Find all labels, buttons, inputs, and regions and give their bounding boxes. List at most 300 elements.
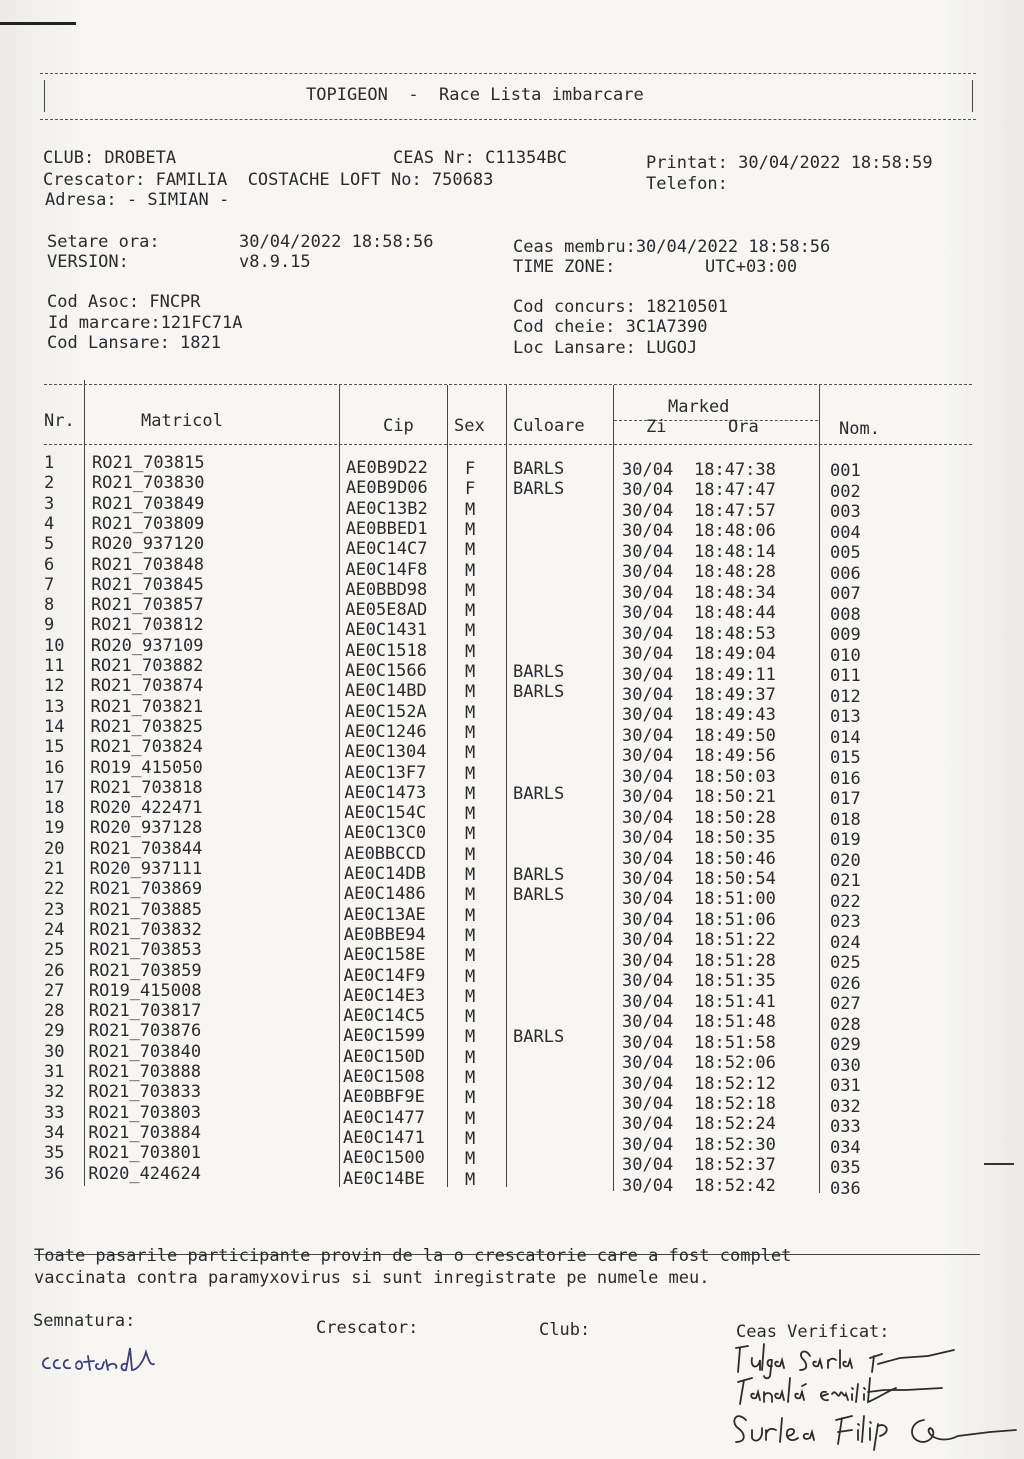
cell-sex: M — [465, 682, 476, 703]
cell-sex: M — [465, 1007, 476, 1028]
cell-ora: 18:50:35 — [694, 828, 776, 849]
cell-matricol: RO21_703882 — [90, 656, 204, 676]
cell-nom: 023 — [830, 912, 861, 932]
cell-matricol: RO20_424624 — [88, 1163, 201, 1184]
cell-matricol: RO21_703876 — [88, 1021, 202, 1042]
cell-matricol: RO21_703874 — [90, 676, 204, 697]
cell-sex: M — [465, 966, 476, 987]
version-label: VERSION: — [47, 252, 129, 272]
cell-ora: 18:48:14 — [694, 541, 776, 562]
cell-cip: AE0C14BE — [343, 1168, 425, 1189]
cell-nr: 12 — [44, 676, 65, 697]
cell-cip: AE0BBF9E — [343, 1087, 425, 1108]
cell-nr: 28 — [44, 1001, 65, 1022]
cell-ora: 18:50:28 — [694, 807, 776, 828]
cell-matricol: RO21_703869 — [89, 879, 203, 900]
cell-cip: AE0C1500 — [343, 1148, 425, 1169]
cell-zi: 30/04 — [622, 1053, 674, 1074]
cell-nr: 1 — [44, 453, 55, 473]
vaccination-statement-line1: Toate pasarile participante provin de la o crescatorie care a fost complet — [34, 1246, 792, 1266]
cell-zi: 30/04 — [622, 746, 674, 767]
release-code: Cod Lansare: 1821 — [47, 333, 221, 353]
col-header-matricol: Matricol — [141, 411, 223, 431]
cell-zi: 30/04 — [622, 1073, 674, 1094]
cell-sex: M — [465, 702, 476, 723]
cell-nom: 001 — [830, 461, 861, 481]
cell-matricol: RO21_703812 — [91, 615, 204, 636]
cell-culoare: BARLS — [513, 662, 565, 682]
cell-zi: 30/04 — [622, 1032, 674, 1053]
col-header-culoare: Culoare — [513, 416, 585, 436]
cell-cip: AE0C158E — [343, 945, 426, 966]
cell-sex: M — [465, 986, 476, 1007]
cell-nom: 015 — [830, 748, 861, 768]
column-divider-nr — [84, 380, 85, 1186]
cell-sex: M — [465, 1149, 476, 1170]
cell-sex: M — [465, 499, 476, 520]
association-code: Cod Asoc: FNCPR — [47, 292, 201, 312]
cell-ora: 18:51:58 — [694, 1032, 776, 1053]
cell-sex: M — [465, 743, 476, 764]
cell-sex: M — [465, 621, 476, 642]
cell-sex: M — [465, 540, 476, 561]
printed-date: Printat: 30/04/2022 18:58:59 — [646, 153, 933, 173]
cell-nr: 35 — [44, 1143, 65, 1164]
cell-nom: 016 — [830, 768, 861, 789]
cell-cip: AE0C14DB — [344, 864, 426, 884]
breeder-label: Crescator: — [316, 1318, 419, 1338]
cell-nr: 19 — [44, 818, 65, 839]
cell-ora: 18:47:47 — [694, 480, 776, 501]
time-zone-label: TIME ZONE: — [513, 257, 616, 277]
cell-cip: AE0C13AE — [343, 904, 426, 925]
cell-culoare: BARLS — [513, 885, 565, 906]
cell-cip: AE0BBE94 — [343, 924, 426, 945]
cell-nom: 013 — [830, 707, 861, 727]
cell-cip: AE0B9D22 — [346, 458, 428, 478]
cell-nom: 017 — [830, 789, 861, 809]
cell-zi: 30/04 — [622, 848, 674, 869]
title-box-left-border — [44, 80, 45, 112]
cell-zi: 30/04 — [622, 541, 674, 562]
cell-nr: 5 — [44, 534, 55, 555]
cell-nr: 17 — [44, 777, 65, 798]
cell-culoare: BARLS — [513, 865, 565, 885]
cell-cip: AE0BBCCD — [344, 843, 426, 864]
cell-sex: M — [465, 946, 476, 967]
cell-zi: 30/04 — [622, 1093, 674, 1114]
cell-matricol: RO20_937111 — [89, 859, 203, 879]
cell-matricol: RO21_703801 — [88, 1143, 201, 1164]
cell-ora: 18:48:06 — [694, 521, 776, 542]
cell-culoare: BARLS — [513, 1027, 565, 1048]
cell-nom: 003 — [830, 502, 861, 522]
cell-nom: 034 — [830, 1137, 861, 1158]
cell-cip: AE0BBED1 — [345, 518, 428, 539]
address: Adresa: - SIMIAN - — [45, 190, 230, 210]
cell-zi: 30/04 — [622, 950, 674, 971]
cell-nom: 019 — [830, 830, 861, 850]
cell-nr: 7 — [44, 574, 55, 595]
cell-ora: 18:52:24 — [694, 1114, 776, 1135]
cell-ora: 18:49:11 — [694, 664, 776, 685]
cell-ora: 18:51:06 — [694, 909, 776, 930]
cell-cip: AE0C13F7 — [344, 762, 427, 783]
column-divider-marked — [819, 385, 820, 1193]
cell-nom: 026 — [830, 973, 861, 994]
member-clock: Ceas membru:30/04/2022 18:58:56 — [513, 237, 831, 257]
cell-nr: 10 — [44, 635, 65, 656]
cell-zi: 30/04 — [622, 971, 674, 992]
cell-cip: AE0C1599 — [343, 1026, 426, 1047]
cell-zi: 30/04 — [622, 684, 674, 705]
cell-cip: AE0BBD98 — [345, 579, 428, 600]
cell-zi: 30/04 — [622, 521, 674, 542]
cell-sex: M — [465, 1128, 476, 1149]
cell-matricol: RO21_703803 — [88, 1102, 201, 1123]
handwritten-names-signatures — [728, 1338, 1018, 1456]
page-title: TOPIGEON - Race Lista imbarcare — [306, 85, 644, 105]
cell-matricol: RO21_703884 — [88, 1122, 201, 1143]
cell-cip: AE0C1471 — [343, 1127, 425, 1148]
cell-sex: M — [465, 783, 476, 804]
cell-nom: 035 — [830, 1158, 861, 1178]
cell-zi: 30/04 — [622, 766, 674, 787]
cell-ora: 18:47:38 — [694, 460, 776, 480]
cell-zi: 30/04 — [622, 705, 674, 726]
cell-cip: AE0B9D06 — [345, 478, 428, 499]
top-edge-mark — [0, 22, 76, 25]
cell-nom: 018 — [830, 809, 861, 830]
cell-nr: 13 — [44, 696, 65, 717]
cell-sex: M — [465, 601, 476, 622]
cell-ora: 18:49:50 — [694, 725, 776, 746]
cell-nr: 36 — [44, 1163, 65, 1184]
cell-nom: 025 — [830, 953, 861, 973]
col-header-nom: Nom. — [839, 419, 880, 439]
club-signature-label: Club: — [539, 1320, 591, 1340]
cell-ora: 18:52:06 — [694, 1053, 776, 1074]
cell-zi: 30/04 — [622, 807, 674, 828]
cell-nom: 011 — [830, 666, 861, 686]
cell-nom: 027 — [830, 994, 861, 1014]
cell-nom: 032 — [830, 1096, 861, 1117]
cell-zi: 30/04 — [622, 828, 674, 849]
cell-zi: 30/04 — [622, 1114, 674, 1135]
cell-nr: 32 — [44, 1082, 65, 1103]
cell-nom: 007 — [830, 584, 861, 604]
ceas-nr: CEAS Nr: C11354BC — [393, 148, 567, 168]
handwritten-signature — [34, 1330, 174, 1380]
cell-nom: 020 — [830, 850, 861, 871]
cell-cip: AE0C14C5 — [343, 1006, 426, 1027]
cell-culoare: BARLS — [513, 459, 565, 479]
cell-cip: AE0C13B2 — [345, 498, 428, 519]
cell-nom: 004 — [830, 522, 861, 543]
cell-zi: 30/04 — [622, 480, 674, 501]
cell-nr: 29 — [44, 1021, 65, 1042]
cell-cip: AE0C1508 — [343, 1067, 425, 1087]
cell-sex: M — [465, 824, 476, 845]
vaccination-statement-line2: vaccinata contra paramyxovirus si sunt inregistrate pe numele meu. — [34, 1268, 710, 1288]
key-code: Cod cheie: 3C1A7390 — [513, 317, 708, 337]
cell-nr: 11 — [44, 656, 65, 676]
cell-zi: 30/04 — [622, 500, 674, 521]
cell-nom: 008 — [830, 604, 861, 625]
col-header-sex: Sex — [454, 416, 485, 436]
cell-cip: AE0C152A — [344, 701, 427, 722]
cell-ora: 18:48:53 — [694, 623, 776, 644]
cell-ora: 18:50:46 — [694, 848, 776, 869]
cell-cip: AE0C1566 — [345, 661, 427, 681]
cell-nr: 23 — [44, 899, 65, 920]
cell-nr: 26 — [44, 960, 65, 981]
cell-matricol: RO21_703857 — [91, 595, 204, 616]
cell-nom: 005 — [830, 543, 861, 563]
cell-zi: 30/04 — [622, 1012, 674, 1033]
breeder-info: Crescator: FAMILIA COSTACHE LOFT No: 750683 — [43, 170, 494, 190]
cell-culoare: BARLS — [513, 479, 565, 500]
cell-sex: M — [465, 905, 476, 926]
cell-nr: 14 — [44, 716, 65, 737]
cell-nr: 30 — [44, 1041, 65, 1062]
cell-ora: 18:49:56 — [694, 746, 776, 767]
cell-ora: 18:50:54 — [694, 869, 776, 889]
cell-matricol: RO21_703832 — [89, 919, 202, 940]
cell-nom: 021 — [830, 871, 861, 891]
cell-cip: AE0C1246 — [344, 721, 427, 742]
cell-nr: 33 — [44, 1102, 65, 1123]
cell-ora: 18:48:34 — [694, 582, 776, 603]
cell-ora: 18:49:43 — [694, 705, 776, 726]
cell-matricol: RO21_703833 — [88, 1082, 201, 1103]
cell-matricol: RO21_703821 — [90, 696, 204, 717]
cell-nr: 24 — [44, 919, 65, 940]
cell-nr: 21 — [44, 859, 65, 879]
cell-zi: 30/04 — [622, 562, 674, 583]
cell-zi: 30/04 — [622, 1175, 674, 1196]
col-header-cip: Cip — [383, 416, 414, 436]
cell-matricol: RO21_703848 — [91, 554, 204, 575]
cell-nr: 18 — [44, 798, 65, 819]
cell-nr: 6 — [44, 554, 55, 575]
cell-nom: 010 — [830, 645, 861, 666]
cell-nom: 002 — [830, 481, 861, 502]
cell-cip: AE0C14F9 — [343, 965, 426, 986]
cell-ora: 18:50:03 — [694, 766, 776, 787]
cell-nom: 033 — [830, 1117, 861, 1137]
cell-ora: 18:51:00 — [694, 889, 776, 910]
cell-sex: M — [465, 1169, 476, 1190]
cell-matricol: RO21_703815 — [92, 453, 205, 473]
col-header-zi: Zi — [646, 417, 667, 437]
cell-ora: 18:52:37 — [694, 1155, 776, 1176]
col-header-marked: Marked — [668, 397, 730, 417]
cell-sex: M — [465, 925, 476, 946]
cell-nom: 036 — [830, 1178, 861, 1199]
cell-zi: 30/04 — [622, 725, 674, 746]
cell-zi: 30/04 — [622, 582, 674, 603]
cell-matricol: RO21_703824 — [90, 737, 203, 758]
set-time-value: 30/04/2022 18:58:56 — [239, 232, 434, 252]
time-zone-value: UTC+03:00 — [705, 257, 798, 277]
phone-label: Telefon: — [646, 174, 728, 194]
cell-nom: 029 — [830, 1035, 861, 1055]
table-header-bottom-border — [44, 444, 972, 445]
cell-sex: M — [465, 560, 476, 581]
cell-nom: 024 — [830, 932, 861, 953]
cell-cip: AE0C14E3 — [343, 985, 426, 1006]
cell-ora: 18:48:28 — [694, 562, 776, 583]
cell-nom: 028 — [830, 1014, 861, 1035]
cell-nom: 006 — [830, 563, 861, 584]
cell-zi: 30/04 — [622, 603, 674, 624]
cell-ora: 18:52:30 — [694, 1134, 776, 1155]
cell-cip: AE0C14C7 — [345, 539, 428, 560]
version-value: v8.9.15 — [239, 252, 311, 272]
title-box-right-border — [972, 80, 973, 112]
col-header-ora: Ora — [728, 417, 759, 437]
cell-sex: M — [465, 519, 476, 540]
cell-matricol: RO20_422471 — [89, 798, 203, 819]
cell-nr: 3 — [44, 493, 55, 514]
cell-cip: AE0C14F8 — [345, 559, 428, 580]
cell-cip: AE0C1473 — [344, 782, 427, 803]
cell-sex: M — [465, 641, 476, 662]
cell-sex: M — [465, 865, 476, 885]
cell-ora: 18:47:57 — [694, 500, 776, 521]
right-edge-mark — [984, 1163, 1014, 1165]
cell-cip: AE0C1486 — [343, 884, 426, 905]
cell-ora: 18:51:35 — [694, 971, 776, 992]
release-location: Loc Lansare: LUGOJ — [513, 338, 698, 358]
cell-cip: AE05E8AD — [345, 600, 428, 621]
cell-cip: AE0C1477 — [343, 1107, 425, 1128]
signature-label: Semnatura: — [33, 1311, 136, 1331]
cell-zi: 30/04 — [622, 930, 674, 951]
cell-nr: 16 — [44, 757, 65, 778]
cell-ora: 18:51:22 — [694, 930, 776, 951]
cell-nr: 31 — [44, 1062, 65, 1082]
marked-subheader-divider — [614, 420, 818, 421]
cell-nom: 031 — [830, 1076, 861, 1096]
cell-culoare: BARLS — [513, 783, 565, 804]
cell-cip: AE0C1431 — [345, 620, 428, 641]
cell-matricol: RO21_703844 — [89, 838, 203, 859]
cell-sex: F — [465, 459, 476, 479]
cell-cip: AE0C1518 — [345, 640, 427, 661]
cell-sex: M — [465, 662, 476, 682]
cell-ora: 18:52:18 — [694, 1093, 776, 1114]
cell-matricol: RO19_415008 — [88, 980, 202, 1001]
cell-matricol: RO20_937120 — [91, 534, 205, 555]
table-header-top-border — [44, 384, 972, 385]
cell-matricol: RO21_703830 — [91, 473, 205, 494]
cell-matricol: RO21_703817 — [88, 1001, 202, 1022]
cell-nom: 014 — [830, 727, 861, 748]
cell-sex: M — [465, 885, 476, 906]
cell-nom: 009 — [830, 625, 861, 645]
title-box-bottom-border — [40, 119, 976, 120]
marking-id: Id marcare:121FC71A — [48, 313, 243, 333]
cell-nom: 012 — [830, 686, 861, 707]
cell-nr: 22 — [44, 879, 65, 900]
cell-sex: F — [465, 479, 476, 500]
cell-nom: 022 — [830, 891, 861, 912]
title-box-top-border — [40, 73, 976, 74]
cell-zi: 30/04 — [622, 644, 674, 665]
cell-nr: 27 — [44, 980, 65, 1001]
cell-matricol: RO20_937128 — [89, 818, 203, 839]
cell-sex: M — [465, 763, 476, 784]
cell-ora: 18:51:28 — [694, 950, 776, 971]
cell-zi: 30/04 — [622, 787, 674, 808]
cell-zi: 30/04 — [622, 909, 674, 930]
cell-matricol: RO21_703849 — [91, 493, 205, 514]
cell-matricol: RO20_937109 — [90, 635, 204, 656]
cell-matricol: RO21_703840 — [88, 1041, 202, 1062]
column-divider-matricol — [339, 385, 340, 1187]
cell-sex: M — [465, 580, 476, 601]
cell-zi: 30/04 — [622, 623, 674, 644]
cell-matricol: RO19_415050 — [90, 757, 203, 778]
cell-culoare: BARLS — [513, 682, 565, 703]
cell-ora: 18:50:21 — [694, 787, 776, 808]
cell-sex: M — [465, 1027, 476, 1048]
cell-matricol: RO21_703809 — [91, 513, 205, 534]
cell-sex: M — [465, 1068, 476, 1088]
cell-nr: 4 — [44, 513, 55, 534]
cell-sex: M — [465, 1108, 476, 1129]
cell-matricol: RO21_703845 — [91, 574, 204, 595]
cell-nr: 2 — [44, 473, 55, 494]
cell-nr: 8 — [44, 595, 55, 616]
cell-sex: M — [465, 722, 476, 743]
cell-zi: 30/04 — [622, 460, 674, 480]
cell-cip: AE0C1304 — [344, 742, 427, 763]
cell-zi: 30/04 — [622, 889, 674, 910]
cell-cip: AE0C150D — [343, 1046, 425, 1067]
cell-ora: 18:52:42 — [694, 1175, 776, 1196]
cell-matricol: RO21_703853 — [89, 940, 202, 961]
cell-zi: 30/04 — [622, 1155, 674, 1176]
column-divider-cip — [447, 385, 448, 1187]
cell-matricol: RO21_703818 — [90, 777, 203, 798]
cell-sex: M — [465, 844, 476, 865]
cell-zi: 30/04 — [622, 869, 674, 889]
cell-cip: AE0C14BD — [344, 681, 427, 702]
cell-ora: 18:48:44 — [694, 603, 776, 624]
cell-zi: 30/04 — [622, 991, 674, 1012]
cell-ora: 18:49:04 — [694, 644, 776, 665]
cell-ora: 18:51:48 — [694, 1012, 776, 1033]
cell-ora: 18:51:41 — [694, 991, 776, 1012]
cell-zi: 30/04 — [622, 664, 674, 685]
cell-nr: 20 — [44, 838, 65, 859]
column-divider-sex — [506, 385, 507, 1187]
cell-nom: 030 — [830, 1055, 861, 1076]
cell-nr: 15 — [44, 737, 65, 758]
cell-zi: 30/04 — [622, 1134, 674, 1155]
cell-nr: 9 — [44, 615, 55, 636]
cell-sex: M — [465, 1047, 476, 1068]
column-divider-culoare — [613, 385, 614, 1191]
cell-sex: M — [465, 804, 476, 825]
cell-matricol: RO21_703885 — [89, 899, 202, 920]
cell-cip: AE0C154C — [344, 803, 427, 824]
cell-matricol: RO21_703888 — [88, 1062, 201, 1082]
cell-sex: M — [465, 1088, 476, 1109]
